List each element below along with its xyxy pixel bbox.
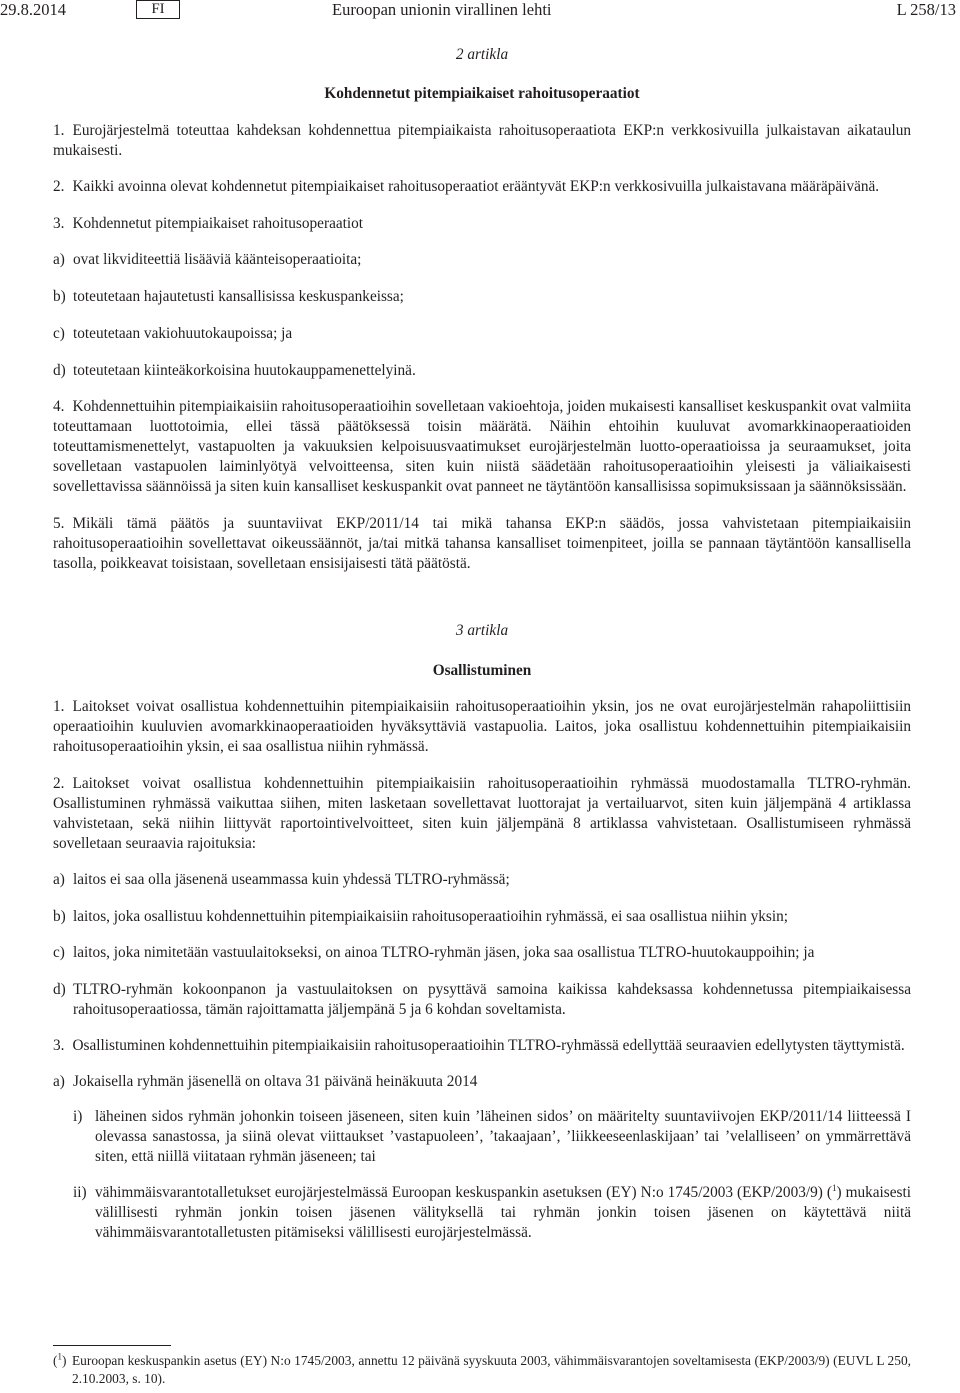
publication-date: 29.8.2014 — [0, 0, 66, 19]
paragraph-number: 1. — [53, 122, 65, 139]
list-text: laitos, joka osallistuu kohdennettuihin pitempiaikaisiin rahoitusoperaatioihin ryhmässä, ei saa osallistua niihin yksin; — [73, 908, 789, 925]
list-item — [53, 907, 911, 927]
paragraph-text: Laitokset voivat osallistua kohdennettuihin pitempiaikaisiin rahoitusoperaatioihin ryhmässä muodostamalla TLTRO-ryhmän. Osallistuminen ryhmässä vaikuttaa siihen, miten lasketaan sovellettavat luottorajat ja vertailuarvot, siten kuin jäljempänä 4 artiklassa vahvistetaan, sekä niihin liittyvät raportointivelvoitteet, siten kuin jäljempänä 8 artiklassa vahvistetaan. Osallistumiseen ryhmässä sovelletaan seuraavia rajoituksia: — [53, 775, 911, 852]
footnote-number: 1 — [57, 1351, 62, 1362]
list-label: a) — [53, 251, 65, 268]
list-item — [53, 287, 911, 307]
article-3-title: Osallistuminen — [432, 662, 532, 679]
list-text: Jokaisella ryhmän jäsenellä on oltava 31 päivänä heinäkuuta 2014 — [73, 1073, 478, 1090]
paragraph-number: 5. — [53, 515, 65, 532]
paragraph-number: 2. — [53, 178, 65, 195]
article-2-number: 2 artikla — [455, 46, 509, 63]
paragraph-text: Mikäli tämä päätös ja suuntaviivat EKP/2011/14 tai mikä tahansa EKP:n säädös, jossa vahvistetaan pitempiaikaisiin rahoitusoperaatioihin sovellettavat oikeussäännöt, ja/tai mitkä tahansa kansalliset toimenpiteet, joilla se pannaan täytäntöön kansallisella tasolla, poikkeavat toisistaan, sovelletaan ensisijaisesti tätä päätöstä. — [53, 515, 911, 572]
list-text: ovat likviditeettiä lisääviä käänteisoperaatioita; — [73, 251, 362, 268]
list-label: a) — [53, 1073, 65, 1090]
running-header — [0, 0, 960, 22]
list-item — [53, 980, 911, 1020]
list-item — [53, 361, 911, 381]
list-text: laitos, joka nimitetään vastuulaitokseksi, on ainoa TLTRO-ryhmän jäsen, joka saa osallistua TLTRO-huutokauppoihin; ja — [73, 944, 815, 961]
paragraph-text: Laitokset voivat osallistua kohdennettuihin pitempiaikaisiin rahoitusoperaatioihin yksin, jos ne ovat eurojärjestelmän rahapoliittisiin operaatioihin kuuluvien avomarkkinaoperaatioiden hyväksyttäviä vastapuolia. Laitos, joka osallistuu kohdennettuihin pitempiaikaisiin rahoitusoperaatioihin yksin, ei saa osallistua niihin ryhmässä. — [53, 698, 911, 755]
list-item — [53, 324, 911, 344]
list-item — [53, 250, 911, 270]
list-item — [53, 870, 911, 890]
sub-list-label: ii) — [73, 1184, 87, 1201]
sub-list-text — [95, 1183, 911, 1243]
footnote-separator — [53, 1345, 171, 1346]
footnote — [53, 1352, 911, 1388]
footnote-reference[interactable]: 1 — [831, 1182, 837, 1193]
article-2-paragraph-2 — [53, 177, 911, 197]
paragraph-text: Kaikki avoinna olevat kohdennetut pitempiaikaiset rahoitusoperaatiot erääntyvät EKP:n verkkosivuilla julkaistavana määräpäivänä. — [72, 178, 880, 195]
article-3-paragraph-1 — [53, 697, 911, 757]
list-label: b) — [53, 288, 66, 305]
sub-list-item — [73, 1183, 911, 1243]
list-label: d) — [53, 362, 66, 379]
page-reference: L 258/13 — [896, 0, 956, 19]
sub-list-item — [73, 1107, 911, 1167]
journal-title: Euroopan unionin virallinen lehti — [332, 0, 552, 19]
list-text: laitos ei saa olla jäsenenä useammassa kuin yhdessä TLTRO-ryhmässä; — [73, 871, 510, 888]
footnote-text: Euroopan keskuspankin asetus (EY) N:o 1745/2003, annettu 12 päivänä syyskuuta 2003, vähimmäisvarantojen soveltamisesta (EKP/2003/9) (EUVL L 250, 2.10.2003, s. 10). — [72, 1353, 911, 1386]
paragraph-text: Kohdennetut pitempiaikaiset rahoitusoperaatiot — [72, 215, 364, 232]
paragraph-number: 3. — [53, 215, 65, 232]
footnote-paren-close: ) — [61, 1353, 67, 1368]
article-2-paragraph-1 — [53, 121, 911, 161]
paragraph-number: 1. — [53, 698, 65, 715]
article-3-paragraph-2 — [53, 774, 911, 854]
sub-list-label: i) — [73, 1108, 83, 1125]
paragraph-text: Eurojärjestelmä toteuttaa kahdeksan kohdennettua pitempiaikaista rahoitusoperaatiota EKP:n verkkosivuilla julkaistavan aikataulun mukaisesti. — [53, 122, 911, 159]
list-text: TLTRO-ryhmän kokoonpanon ja vastuulaitoksen on pysyttävä samoina kaikissa kahdeksassa kohdennetussa pitempiaikaisessa rahoitusoperaatiossa, tämän rajoittamatta jäljempänä 5 ja 6 kohdan soveltamista. — [73, 981, 911, 1018]
sub-list-text: läheinen sidos ryhmän johonkin toiseen jäseneen, siten kuin ’läheinen sidos’ on määritelty suuntaviivojen EKP/2011/14 liitteessä I olevassa sanastossa, ja siinä olevat viittaukset ’vastapuoleen’, ’takaajaan’, ’liikkeeseenlaskijaan’ tai ’velalliseen’ on ymmärrettävä siten, että niillä viitataan ryhmän jäseneen; tai — [95, 1108, 911, 1165]
sub-list-text-after: ) mukaisesti välillisesti ryhmän jonkin toisen jäsenen välityksellä tai ryhmän jonkin toisen jäsenen on käytettävä niitä vähimmäisvarantotalletusten pitämiseksi välillisesti eurojärjestelmässä. — [95, 1184, 911, 1241]
paragraph-number: 3. — [53, 1037, 65, 1054]
article-2-paragraph-3 — [53, 214, 911, 234]
article-3-number: 3 artikla — [455, 622, 509, 639]
paragraph-number: 4. — [53, 398, 65, 415]
list-item — [53, 1072, 911, 1092]
footnote-paren-open: ( — [53, 1353, 58, 1368]
article-2-paragraph-5 — [53, 514, 911, 574]
list-label: c) — [53, 944, 65, 961]
paragraph-text: Osallistuminen kohdennettuihin pitempiaikaisiin rahoitusoperaatioihin TLTRO-ryhmässä edellyttää seuraavien edellytysten täyttymistä. — [72, 1037, 905, 1054]
list-label: a) — [53, 871, 65, 888]
list-text: toteutetaan vakiohuutokaupoissa; ja — [73, 325, 293, 342]
list-label: d) — [53, 981, 66, 998]
sub-list-text-before: vähimmäisvarantotalletukset eurojärjestelmässä Euroopan keskuspankin asetuksen (EY) N:o 1745/2003 (EKP/2003/9) ( — [95, 1184, 832, 1201]
footnote-marker — [53, 1352, 72, 1388]
paragraph-number: 2. — [53, 775, 65, 792]
list-label: b) — [53, 908, 66, 925]
list-text: toteutetaan hajautetusti kansallisissa keskuspankeissa; — [73, 288, 404, 305]
document-body — [53, 40, 911, 1243]
article-2-paragraph-4 — [53, 397, 911, 497]
article-2-title: Kohdennetut pitempiaikaiset rahoitusoperaatiot — [324, 85, 640, 102]
language-code-box: FI — [136, 0, 180, 19]
list-label: c) — [53, 325, 65, 342]
list-item — [53, 943, 911, 963]
list-text: toteutetaan kiinteäkorkoisina huutokauppamenettelyinä. — [73, 362, 416, 379]
paragraph-text: Kohdennettuihin pitempiaikaisiin rahoitusoperaatioihin sovelletaan vakioehtoja, joiden mukaisesti kansalliset keskuspankit ovat valmiita toteuttamaan luottotoimia, ellei tässä päätöksessä toisin määrätä. Näihin ehtoihin kuuluvat avomarkkinaoperaatioiden toteuttamismenettelyt, vastapuolten ja vakuuksien kelpoisuusvaatimukset eurojärjestelmän luotto-operaatioissa ja seuraamukset, joita sovelletaan vastapuolen laiminlyötyä velvoitteensa, siten kuin niistä säädetään rahoitusoperaatioihin yleisesti ja väliaikaisesti sovellettavissa säännöissä ja siten kuin kansalliset keskuspankit ovat panneet ne täytäntöön kansallisissa sopimuksissaan ja säännöksissään. — [53, 398, 911, 495]
article-3-paragraph-3 — [53, 1036, 911, 1056]
